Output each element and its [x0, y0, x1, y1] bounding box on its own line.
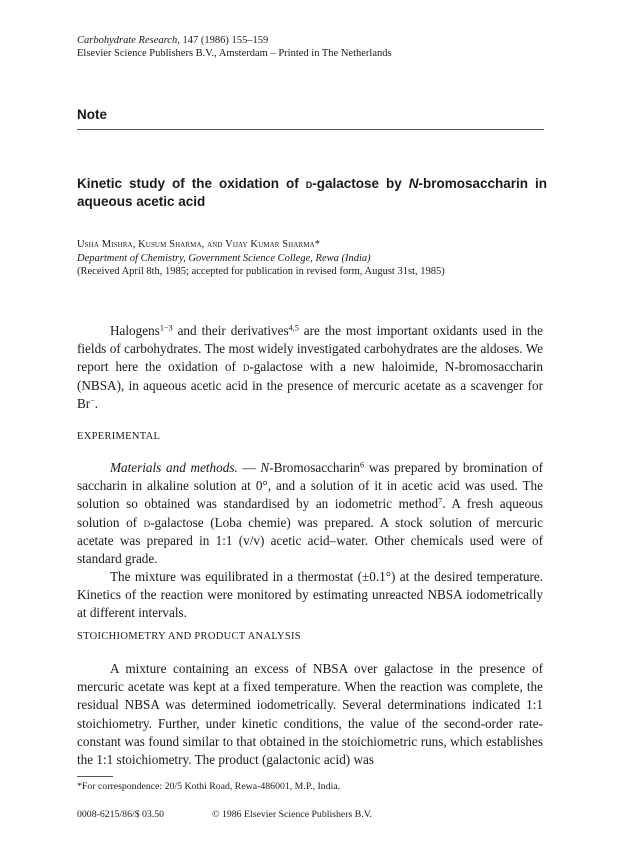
intro-ref1: 1−3 — [159, 323, 173, 333]
journal-title: Carbohydrate Research, — [77, 35, 180, 46]
copyright: © 1986 Elsevier Science Publishers B.V. — [212, 809, 373, 820]
page-footer — [77, 809, 547, 820]
title-text-1: Kinetic study of the oxidation of — [77, 176, 306, 191]
received-dates: (Received April 8th, 1985; accepted for publication in revised form, August 31st, 1985) — [77, 266, 445, 277]
procedure-paragraph: The mixture was equilibrated in a thermostat (±0.1°) at the desired temperature. Kinetics of the reaction were monitored by estimating unreacted NBSA iodometrically at different intervals. — [77, 569, 543, 621]
author-block — [77, 238, 547, 279]
materials-t3: . A fresh aqueous solution of — [77, 496, 543, 530]
intro-sc: d — [242, 359, 250, 375]
materials-dash: — — [237, 460, 261, 475]
intro-ref2: 4,5 — [288, 323, 299, 333]
stoichiometry-paragraph: A mixture containing an excess of NBSA over galactose in the presence of mercuric acetate was kept at a fixed temperature. When the reaction was complete, the residual NBSA was determined iodometrically. Several determinations indicated 1:1 stoichiometry. Further, under kinetic conditions, the value of the second-order rate-constant was found similar to that obtained in the stoichiometric runs, which establishes the 1:1 stoichiometry. The product (galactonic acid) was — [77, 661, 543, 768]
materials-t2: was prepared by bromination of saccharin in alkaline solution at 0°, and a solution of it in acetic acid was used. The solution so obtained was standardised by an iodometric method — [77, 460, 543, 512]
authors: Usha Mishra, Kusum Sharma, and Vijay Kumar Sharma* — [77, 239, 321, 250]
intro-end: . — [94, 395, 99, 411]
journal-header — [77, 34, 392, 60]
header-rule — [77, 129, 544, 130]
title-text-3: -bromosaccharin in aqueous acetic acid — [77, 176, 548, 209]
title-italic: N — [408, 176, 419, 191]
affiliation: Department of Chemistry, Government Science College, Rewa (India) — [77, 252, 371, 264]
intro-t2: and their derivatives — [172, 323, 289, 338]
materials-ref7: 7 — [438, 496, 443, 506]
intro-paragraph — [77, 322, 543, 413]
materials-t4: -galactose (Loba chemie) was prepared. A stock solution of mercuric acetate was prepared in 1:1 (v/v) acetic acid–water. Other chemicals used were of standard grade. — [77, 514, 543, 567]
materials-ref6: 6 — [360, 460, 365, 470]
intro-sup-minus: − — [90, 396, 95, 406]
publisher-line: Elsevier Science Publishers B.V., Amsterdam – Printed in The Netherlands — [77, 48, 392, 59]
materials-sc: d — [143, 514, 151, 530]
materials-paragraph — [77, 459, 543, 568]
materials-n: N — [260, 460, 270, 475]
materials-t1: -Bromosaccharin — [269, 460, 361, 475]
materials-label: Materials and methods. — [110, 460, 238, 475]
title-sc: d — [305, 176, 313, 191]
title-text-2: -galactose by — [312, 176, 409, 191]
intro-t3: are the most important oxidants used in the fields of carbohydrates. The most widely investigated carbohydrates are the aldoses. We report here the oxidation of — [77, 323, 543, 375]
footnote-rule — [77, 776, 113, 777]
issn-price: 0008-6215/86/$ 03.50 — [77, 809, 165, 820]
intro-t4: -galactose with a new haloimide, N-bromosaccharin (NBSA), in aqueous acetic acid in the presence of mercuric acetate as a scavenger for Br — [77, 359, 544, 411]
correspondence-footnote: *For correspondence: 20/5 Kothi Road, Rewa-486001, M.P., India. — [77, 781, 341, 792]
stoichiometry-heading: STOICHIOMETRY AND PRODUCT ANALYSIS — [77, 631, 301, 642]
journal-citation: 147 (1986) 155–159 — [182, 35, 269, 46]
intro-t1: Halogens — [110, 323, 160, 338]
article-title — [77, 175, 547, 211]
note-label: Note — [77, 107, 107, 122]
experimental-heading: EXPERIMENTAL — [77, 431, 161, 442]
